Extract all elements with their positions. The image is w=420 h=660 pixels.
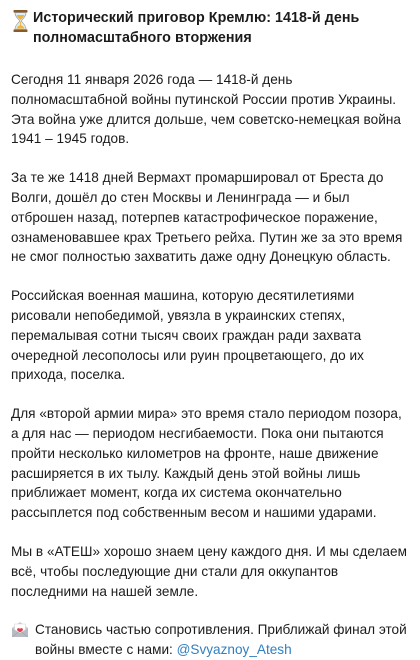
post-paragraph: Российская военная машина, которую десятилетиями рисовали непобедимой, увязла в украинских степях, перемалывая сотни тысяч своих граждан ради захвата очередной лесополосы или руин процветающего, до их прихода, поселка. (11, 288, 364, 383)
post-footer (11, 620, 410, 660)
hourglass-icon (13, 10, 28, 32)
footer-text (35, 620, 410, 660)
footer-call-to-action: Становись частью сопротивления. Приближай финал этой войны вместе с нами: (35, 622, 407, 658)
post-title: Исторический приговор Кремлю: 1418-й день полномасштабного вторжения (33, 10, 360, 46)
post-header (11, 8, 410, 48)
envelope-icon (11, 621, 29, 638)
post-paragraph: За те же 1418 дней Вермахт промаршировал от Бреста до Волги, дошёл до стен Москвы и Ленинграда — и был отброшен назад, потерпев катастрофическое поражение, ознаменовавшее крах Третьего рейха. Путин же за это время не смог полностью захватить даже одну Донецкую область. (11, 170, 403, 265)
channel-link[interactable]: @Svyaznoy_Atesh (176, 642, 292, 658)
post-paragraph: Для «второй армии мира» это время стало периодом позора, а для нас — периодом несгибаемости. Пока они пытаются пройти несколько километров на фронте, наше движение расширяется в их тылу. Каждый день этой войны лишь приближает момент, когда их система окончательно рассыплется под собственным весом и нашими ударами. (11, 406, 402, 521)
post-paragraph: Сегодня 11 января 2026 года — 1418-й день полномасштабной войны путинской России против Украины. Эта война уже длится дольше, чем советско-немецкая война 1941 – 1945 годов. (11, 72, 401, 147)
post-paragraph: Мы в «АТЕШ» хорошо знаем цену каждого дня. И мы сделаем всё, чтобы последующие дни стали для оккупантов последними на нашей земле. (11, 543, 407, 599)
